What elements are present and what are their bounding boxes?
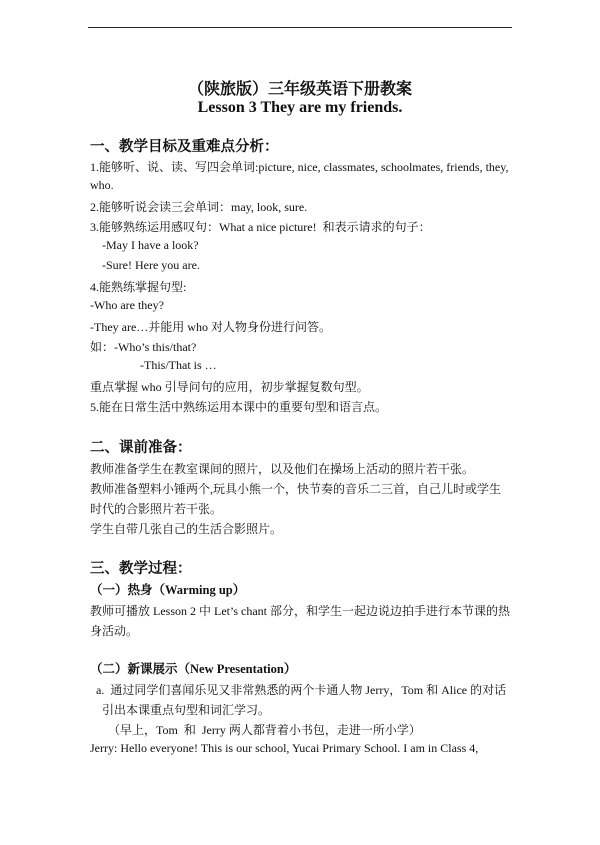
text-line: Jerry: Hello everyone! This is our school, Yucai Primary School. I am in Class 4, xyxy=(90,741,479,755)
text-line: 教师准备塑料小锤两个,玩具小熊一个，快节奏的音乐二三首，自己儿时或学生 xyxy=(90,482,502,496)
header-rule xyxy=(88,27,512,28)
text-line: 重点掌握 who 引导问句的应用，初步掌握复数句型。 xyxy=(90,380,369,394)
text-line: 时代的合影照片若干张。 xyxy=(90,502,223,516)
doc-title: （陕旅版）三年级英语下册教案 xyxy=(187,81,412,98)
text-line: 如：-Who’s this/that? xyxy=(90,340,197,354)
text-line: 学生自带几张自己的生活合影照片。 xyxy=(90,522,283,536)
section-heading-preparation: 二、课前准备： xyxy=(90,440,192,456)
text-line: -Who are they? xyxy=(90,298,164,312)
text-line: 身活动。 xyxy=(90,624,139,638)
text-line: -May I have a look? xyxy=(96,238,199,252)
text-line: 4.能熟练掌握句型: xyxy=(90,280,187,294)
text-line: 教师准备学生在教室课间的照片，以及他们在操场上活动的照片若干张。 xyxy=(90,462,475,476)
text-line: 2.能够听说会读三会单词：may, look, sure. xyxy=(90,200,308,214)
section-heading-objectives: 一、教学目标及重难点分析： xyxy=(90,139,279,155)
lesson-title: Lesson 3 They are my friends. xyxy=(197,99,403,116)
text-line: 引出本课重点句型和词汇学习。 xyxy=(90,703,271,717)
text-line: a. 通过同学们喜闻乐见又非常熟悉的两个卡通人物 Jerry，Tom 和 Alice 的对话 xyxy=(90,683,507,697)
text-line: who. xyxy=(90,178,114,192)
section-heading-process: 三、教学过程： xyxy=(90,561,192,577)
text-line: 3.能够熟练运用感叹句：What a nice picture! 和表示请求的句子： xyxy=(90,220,431,234)
text-line: 5.能在日常生活中熟练运用本课中的重要句型和语言点。 xyxy=(90,400,388,414)
text-line: 教师可播放 Lesson 2 中 Let’s chant 部分，和学生一起边说边拍手进行本节课的热 xyxy=(90,604,510,618)
text-line: -They are…并能用 who 对人物身份进行问答。 xyxy=(90,320,331,334)
text-line: -Sure! Here you are. xyxy=(96,258,200,272)
subheading-warming-up: （一）热身（Warming up） xyxy=(90,583,246,597)
text-line: -This/That is … xyxy=(116,358,217,372)
subheading-new-presentation: （二）新课展示（New Presentation） xyxy=(90,662,297,676)
text-line: （早上，Tom 和 Jerry 两人都背着小书包，走进一所小学） xyxy=(90,723,421,737)
text-line: 1.能够听、说、读、写四会单词:picture, nice, classmates, schoolmates, friends, they, xyxy=(90,160,509,174)
